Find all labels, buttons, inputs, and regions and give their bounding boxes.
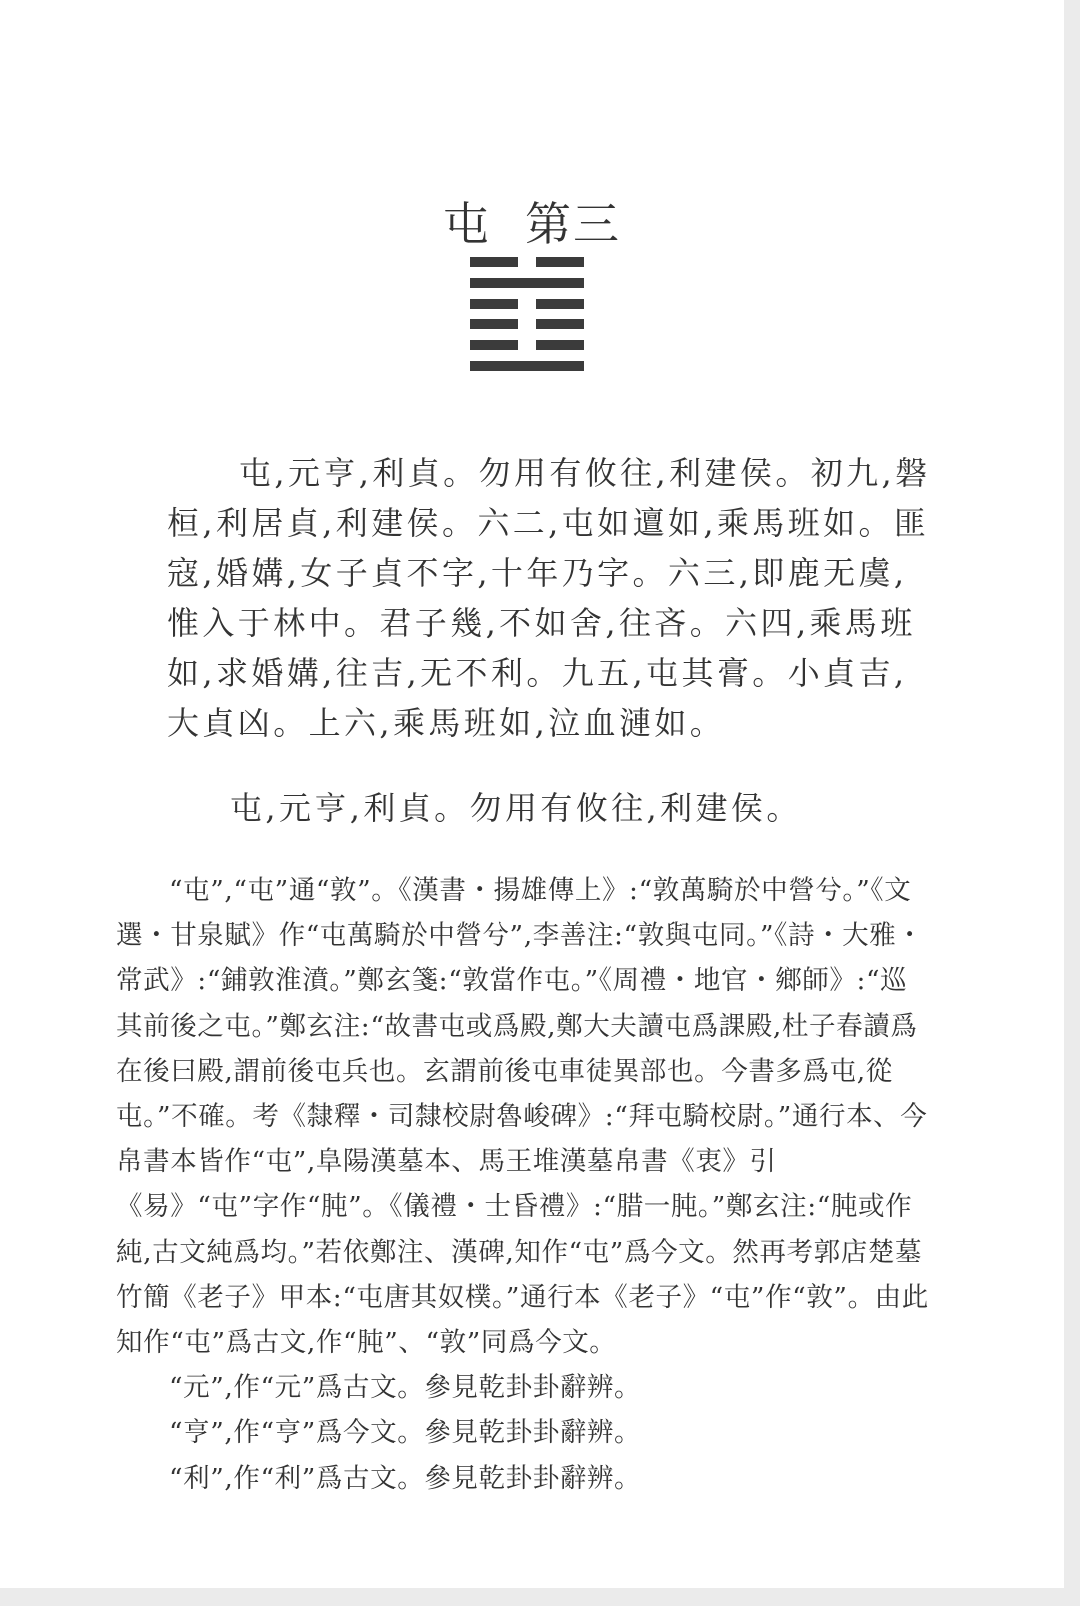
gua-name: 屯 [443,197,491,251]
yin-line [470,340,584,350]
commentary [116,868,934,1501]
commentary-paragraph: “元”,作“元”爲古文。參見乾卦卦辭辨。 [169,1372,642,1404]
yin-line [470,319,584,329]
yang-line [470,361,584,371]
commentary-paragraph: “屯”,“屯”通“敦”。《漢書・揚雄傳上》:“敦萬騎於中營兮。”《文選・甘泉賦》作“屯萬騎於中營兮”,李善注:“敦與屯同。”《詩・大雅・常武》:“鋪敦淮濆。”鄭玄箋:“敦當作屯。”《周禮・地官・鄉師》:“巡其前後之屯。”鄭玄注:“故書屯或爲殿,鄭大夫讀屯爲課殿,杜子春讀爲在後曰殿,謂前後屯兵也。玄謂前後屯車徒異部也。今書多爲屯,從屯。”不確。考《隸釋・司隸校尉魯峻碑》:“拜屯騎校尉。”通行本、今帛書本皆作“屯”,阜陽漢墓本、馬王堆漢墓帛書《衷》引《易》“屯”字作“肫”。《儀禮・士昏禮》:“腊一肫。”鄭玄注:“肫或作純,古文純爲均。”若依鄭注、漢碑,知作“屯”爲今文。然再考郭店楚墓竹簡《老子》甲本:“屯唐其奴樸。”通行本《老子》“屯”作“敦”。由此知作“屯”爲古文,作“肫”、“敦”同爲今文。 [116,875,929,1359]
commentary-paragraph: “亨”,作“亨”爲今文。參見乾卦卦辭辨。 [169,1417,642,1449]
yin-line [470,299,584,309]
commentary-paragraph: “利”,作“利”爲古文。參見乾卦卦辭辨。 [169,1462,642,1494]
section-heading: 屯,元亨,利貞。勿用有攸往,利建侯。 [230,789,802,827]
yang-line [470,278,584,288]
hexagram-symbol [470,257,584,371]
yin-line [470,257,584,267]
gua-order: 第三 [525,197,621,251]
chapter-title [0,188,1064,254]
classic-text: 屯,元亨,利貞。勿用有攸往,利建侯。初九,磐桓,利居貞,利建侯。六二,屯如邅如,乘馬班如。匪寇,婚媾,女子貞不字,十年乃字。六三,即鹿无虞,惟入于林中。君子幾,不如舍,往吝。六四,乘馬班如,求婚媾,往吉,无不利。九五,屯其膏。小貞吉,大貞凶。上六,乘馬班如,泣血漣如。 [167,454,931,742]
